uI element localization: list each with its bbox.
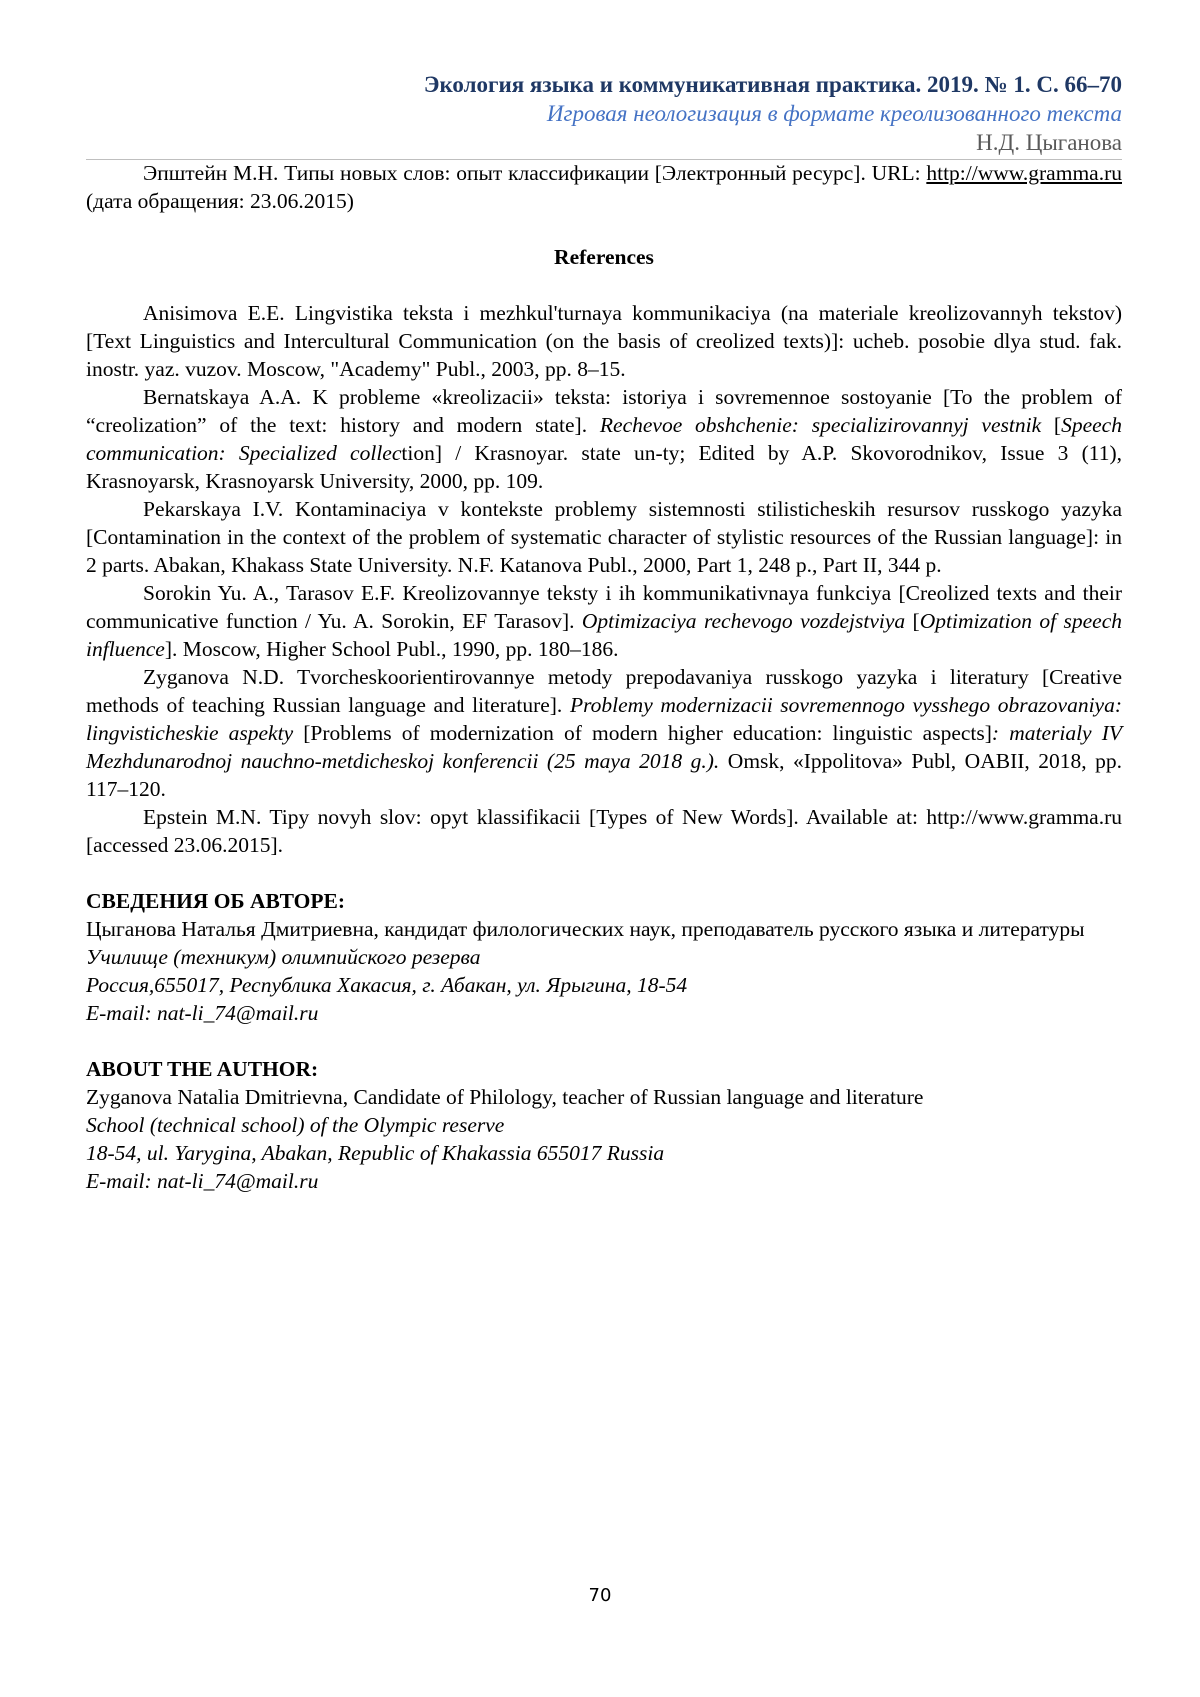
ru-reference-text: Эпштейн М.Н. Типы новых слов: опыт классификации [Электронный ресурс]. URL: (143, 161, 927, 185)
reference-entry (86, 495, 1122, 579)
reference-text: Sorokin Yu. A., Tarasov E.F. Kreolizovannye teksty i ih kommunikativnaya funkciya [Creolized texts and their communicative function / Yu. A. Sorokin, EF Tarasov]. (86, 581, 1122, 633)
reference-italic: : materialy IV Mezhdunarodnoj nauchno-metdicheskoj konferencii (25 maya 2018 g.). (86, 721, 1122, 773)
author-en-name: Zyganova Natalia Dmitrievna, Candidate of Philology, teacher of Russian language and literature (86, 1085, 924, 1109)
article-title: Игровая неологизация в формате креолизованного текста (546, 101, 1122, 126)
author-ru-name: Цыганова Наталья Дмитриевна, кандидат филологических наук, преподаватель русского языка и литературы (86, 917, 1085, 941)
reference-entry (86, 663, 1122, 803)
page-number: 70 (588, 1585, 612, 1606)
reference-italic: Rechevoe obshchenie: specializirovannyj vestnik (599, 413, 1042, 437)
reference-text: tion] / Krasnoyar. state un-ty; Edited by A.P. Skovorodnikov, Issue 3 (11), Krasnoyarsk, Krasnoyarsk University, 2000, pp. 109. (86, 441, 1122, 493)
author-ru-heading: СВЕДЕНИЯ ОБ АВТОРЕ: (86, 889, 345, 913)
reference-italic: Optimizaciya rechevogo vozdejstviya (581, 609, 906, 633)
header-author: Н.Д. Цыганова (976, 130, 1122, 155)
references-heading: References (554, 245, 654, 269)
reference-text: Omsk, «Ippolitova» Publ, OABII, 2018, pp. 117–120. (86, 749, 1122, 801)
journal-title: Экология языка и коммуникативная практика. 2019. № 1. С. 66–70 (423, 72, 1122, 97)
reference-text: ]. Moscow, Higher School Publ., 1990, pp. 180–186. (164, 637, 619, 661)
page-body (86, 159, 1122, 1195)
ru-reference-entry (86, 159, 1122, 215)
author-en-heading: ABOUT THE AUTHOR: (86, 1057, 319, 1081)
author-ru-email: E-mail: nat-li_74@mail.ru (86, 1001, 319, 1025)
author-ru-org: Училище (техникум) олимпийского резерва (86, 945, 481, 969)
reference-entry (86, 579, 1122, 663)
reference-italic: Problemy modernizacii sovremennogo vysshego obrazovaniya: lingvisticheskie aspekty (86, 693, 1123, 745)
reference-italic: Optimization of speech influence (86, 609, 1123, 661)
reference-text: Anisimova E.E. Lingvistika teksta i mezhkul'turnaya kommunikaciya (na materiale kreolizovannyh tekstov) [Text Linguistics and Intercultural Communication (on the basis of creolized texts)]: ucheb. posobie dlya stud. fak. inostr. yaz. vuzov. Moscow, "Academy" Publ., 2003, pp. 8–15. (86, 301, 1122, 381)
ru-reference-url[interactable]: http://www.gramma.ru (926, 161, 1122, 185)
reference-text: Zyganova N.D. Tvorcheskoorientirovannye metody prepodavaniya russkogo yazyka i literatury [Creative methods of teaching Russian language and literature]. (86, 665, 1122, 717)
reference-text: Epstein M.N. Tipy novyh slov: opyt klassifikacii [Types of New Words]. Available at: http://www.gramma.ru [accessed 23.06.2015]. (86, 805, 1122, 857)
reference-text: [ (1041, 413, 1062, 437)
reference-text: [ (905, 609, 920, 633)
author-en-email: E-mail: nat-li_74@mail.ru (86, 1169, 319, 1193)
author-ru-address: Россия,655017, Республика Хакасия, г. Абакан, ул. Ярыгина, 18-54 (86, 973, 688, 997)
reference-text: Pekarskaya I.V. Kontaminaciya v kontekste problemy sistemnosti stilisticheskih resursov russkogo yazyka [Contamination in the context of the problem of systematic character of stylistic resources of the Russian language]: in 2 parts. Abakan, Khakass State University. N.F. Katanova Publ., 2000, Part 1, 248 p., Part II, 344 p. (86, 497, 1122, 577)
spacer (86, 1027, 1122, 1055)
ru-reference-tail: (дата обращения: 23.06.2015) (86, 189, 354, 213)
author-en-org: School (technical school) of the Olympic reserve (86, 1113, 505, 1137)
reference-entry (86, 299, 1122, 383)
reference-entry (86, 803, 1122, 859)
reference-italic: Speech communication: Specialized collec (86, 413, 1122, 465)
spacer (86, 859, 1122, 887)
reference-text: [Problems of modernization of modern higher education: linguistic aspects] (293, 721, 992, 745)
reference-entry (86, 383, 1122, 495)
running-header (86, 70, 1122, 157)
reference-text: Bernatskaya A.A. K probleme «kreolizacii» teksta: istoriya i sovremennoe sostoyanie [To the problem of “creolization” of the text: history and modern state]. (86, 385, 1122, 437)
author-en-address: 18-54, ul. Yarygina, Abakan, Republic of Khakassia 655017 Russia (86, 1141, 665, 1165)
